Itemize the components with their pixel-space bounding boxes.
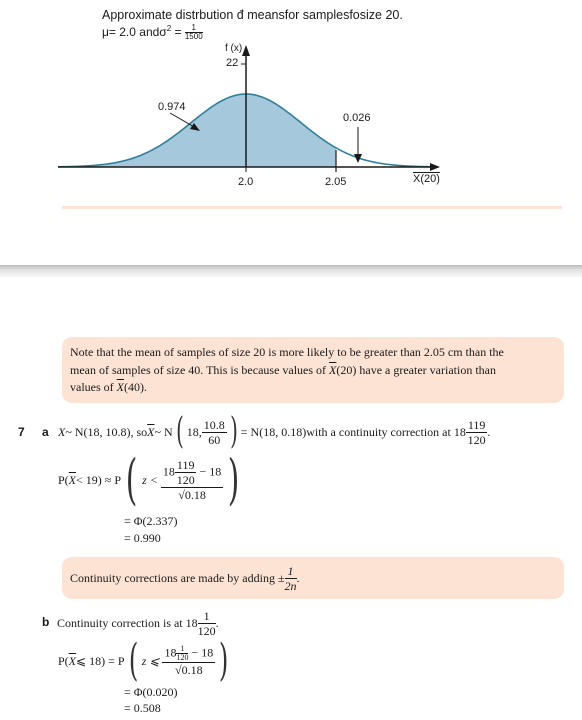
continuity-correction-fraction: $\frac{1}{120}$ [197,608,216,638]
half-over-n-fraction: $\frac{1}{2n}$ [284,563,297,593]
y-axis-arrow-icon [242,45,250,56]
figure-divider [62,206,562,209]
y-tick-label: 22 [226,57,239,69]
part-b-probability: P( $\overline{X}$ ⩽ 18) = P ( z ⩽ 18 $\frac{1}{120}$ − 18 √0.18 ) [58,635,229,686]
part-a-probability: P( $\overline{X}$ < 19) ≈ P ( z < 18 $\frac{119}{120}$ − 18 √0.18 ) [58,448,240,511]
close-paren: ) [227,448,240,511]
y-axis-label: f (x) [225,43,243,54]
part-b-continuity-line: Continuity correction is at 18 $\frac{1}{120}$ . [57,608,219,638]
close-paren: ) [229,411,238,452]
figure-parameters: μ= 2.0 andσ$^2$ = $\frac{1}{1500}$ [102,23,203,42]
part-a-step-phi: = Φ(2.337) [124,514,178,528]
note-box-continuity: Continuity corrections are made by adding ± $\frac{1}{2n}$ . [62,557,564,599]
left-area-pointer [170,113,196,128]
continuity-note-text: Continuity corrections are made by adding ± [70,570,285,585]
x-axis-arrow-icon [430,163,440,171]
variance-fraction: $\frac{1}{1500}$ [184,23,203,42]
part-a-answer: = 0.990 [124,531,161,545]
part-b-label: b [42,615,50,629]
left-area-label: 0.974 [158,101,186,113]
right-area-label: 0.026 [343,112,371,124]
shaded-area-below-2-05 [58,94,432,167]
part-b-answer: = 0.508 [124,701,161,715]
open-paren: ( [128,635,138,686]
part-a-label: a [42,425,49,439]
distribution-figure [0,0,582,215]
z-score-fraction: 18 $\frac{119}{120}$ − 18 √0.18 [162,457,222,502]
part-b-step-phi: = Φ(0.020) [124,685,178,699]
open-paren: ( [125,448,138,511]
normal-curve-plot [0,0,582,215]
part-a-distribution-line: X ~ N(18, 10.8), so $\overline{X}$ ~ N ( 18, $\frac{10.8}{60}$ ) = N(18, 0.18) with a continuity correction at 18 $\frac{119}{120}$ . [58,411,491,452]
variance-over-n-fraction: $\frac{10.8}{60}$ [203,417,225,447]
x-tick-label-mean: 2.0 [238,176,254,188]
note-box-variation [62,337,564,403]
x-tick-label-cutoff: 2.05 [325,176,347,188]
open-paren: ( [175,411,184,452]
z-score-fraction: 18 $\frac{1}{120}$ − 18 √0.18 [164,643,214,677]
question-number: 7 [18,425,25,439]
note-text: Note that the mean of samples of size 20 is more likely to be greater than 2.05 cm than the mean of samples of size 40. This is because values of $\overline{X}(20)$ have a greater variation than values of $\overline{X}(40)$. [70,345,504,394]
page-separator [0,265,582,277]
continuity-correction-fraction: $\frac{119}{120}$ [467,417,486,447]
close-paren: ) [219,635,229,686]
figure-caption: Approximate distrbution đ meansfor samplesfosize 20. [102,8,403,22]
x-axis-label: X(20) [413,173,440,185]
